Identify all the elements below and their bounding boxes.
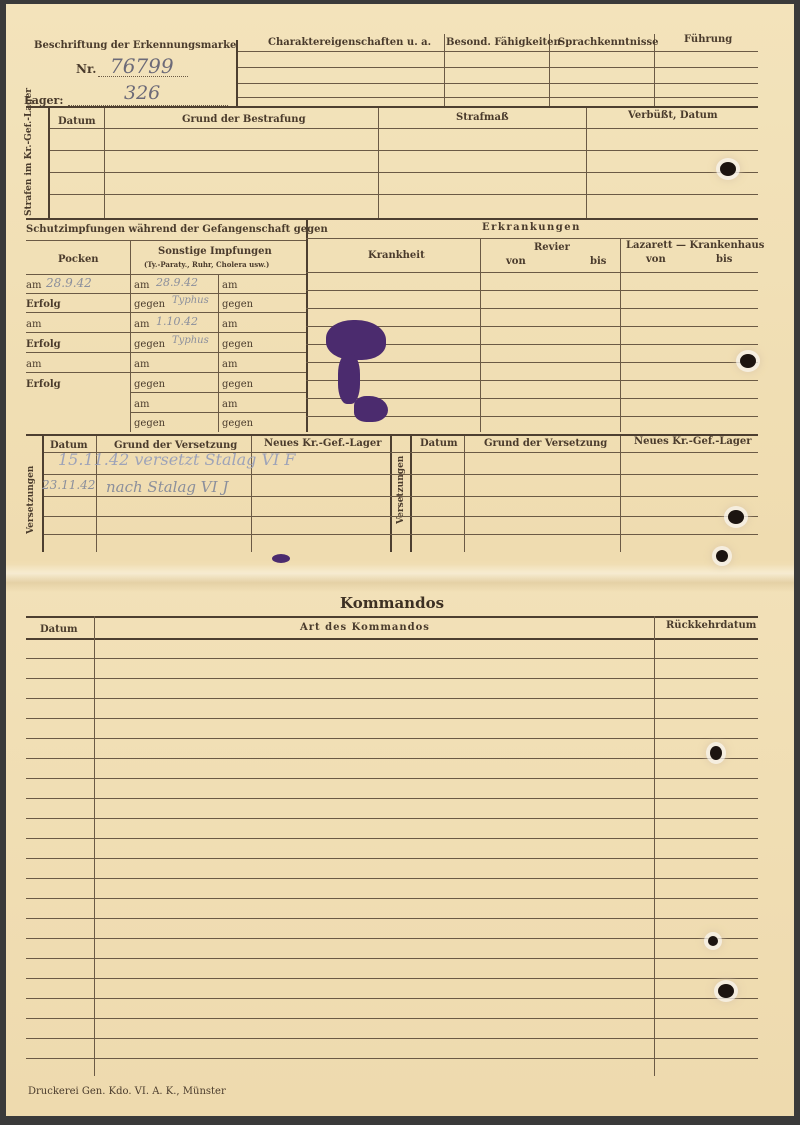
paper-fold [6,564,794,592]
sonst-am-4: am [134,399,150,410]
pocken-am-2: am [26,319,42,330]
punch-hole [728,510,744,524]
krankheit-label: Krankheit [368,250,425,261]
vers-col-datum-2: Datum [420,438,458,449]
pocken-date-1: 28.9.42 [46,276,92,290]
sonst-date-1: 28.9.42 [156,276,198,289]
sonst-am-2b: am [222,319,238,330]
sonstige-sub: (Ty.-Paraty., Ruhr, Cholera usw.) [144,260,270,269]
punch-hole [708,936,718,946]
kommandos-col-rueckkehr: Rückkehrdatum [666,620,757,631]
sonst-gegen-2b: gegen [222,339,254,350]
versetzungen-side-right: Versetzungen [396,455,406,524]
vers-col-datum-1: Datum [50,440,88,451]
kommandos-row-line [26,1038,758,1039]
printer-footer: Druckerei Gen. Kdo. VI. A. K., Münster [28,1086,226,1097]
marke-label: Beschriftung der Erkennungsmarke [34,40,237,51]
kommandos-title: Kommandos [340,594,445,612]
vers-entry-2-datum: 23.11.42 [42,478,96,492]
vers-entry-2-grund: nach Stalag VI J [106,478,229,496]
kommandos-row-line [26,758,758,759]
sonst-gegen-3: gegen [134,379,166,390]
kommandos-row-line [26,958,758,959]
ink-stamp-blot [326,320,386,360]
kommandos-row-line [26,1058,758,1059]
punch-hole [716,550,728,562]
sonst-gegen-1b: gegen [222,299,254,310]
kommandos-row-line [26,658,758,659]
sonst-am-1b: am [222,280,238,291]
sonst-gegen-4b: gegen [222,418,254,429]
col-faehigkeiten: Besond. Fähigkeiten [446,37,561,48]
sonst-am-2: am [134,319,150,330]
punch-hole [720,162,736,176]
lazarett-bis: bis [716,254,733,265]
sonst-gegen-4: gegen [134,418,166,429]
sonst-am-1: am [134,280,150,291]
kommandos-row-line [26,938,758,939]
revier-bis: bis [590,256,607,267]
kommandos-row-line [26,998,758,999]
lazarett-label: Lazarett — Krankenhaus [626,240,765,251]
sonst-gegen-3b: gegen [222,379,254,390]
pocken-am-3: am [26,359,42,370]
erkrankungen-title: Erkrankungen [482,222,581,233]
kommandos-row-line [26,698,758,699]
pocken-erfolg-2: Erfolg [26,339,61,350]
sonst-gegen-1: gegen [134,299,166,310]
lazarett-von: von [646,254,666,265]
sonstige-label: Sonstige Impfungen [158,246,272,257]
form-page [6,4,794,1116]
nr-label: Nr. [76,62,97,76]
col-fuehrung: Führung [684,34,733,45]
kommandos-row-line [26,878,758,879]
col-sprach: Sprachkenntnisse [558,37,659,48]
pocken-erfolg-1: Erfolg [26,299,61,310]
vers-col-lager-2: Neues Kr.-Gef.-Lager [634,436,752,447]
kommandos-row-line [26,978,758,979]
strafen-col-strafmass: Strafmaß [456,112,509,123]
kommandos-row-line [26,778,758,779]
punch-hole [718,984,734,998]
revier-label: Revier [534,242,570,253]
col-charakter: Charaktereigenschaften u. a. [268,37,432,48]
pocken-erfolg-3: Erfolg [26,379,61,390]
strafen-col-datum: Datum [58,116,96,127]
strafen-col-grund: Grund der Bestrafung [182,114,306,125]
ink-drip-end [354,396,388,422]
kommandos-row-line [26,918,758,919]
kommandos-col-art: Art des Kommandos [300,622,430,633]
vers-col-lager-1: Neues Kr.-Gef.-Lager [264,438,382,449]
strafen-side-label: Strafen im Kr.-Gef.-Lager [24,88,34,216]
impfungen-title: Schutzimpfungen während der Gefangenschaft gegen [26,224,328,235]
kommandos-row-line [26,858,758,859]
vers-col-grund-2: Grund der Versetzung [484,438,608,449]
punch-hole [740,354,756,368]
pocken-am-1: am [26,280,42,291]
sonst-disease-1: Typhus [172,295,209,306]
kommandos-row-line [26,1018,758,1019]
ink-drip [338,354,360,404]
lager-label: Lager: [24,94,64,107]
kommandos-row-line [26,818,758,819]
punch-hole [710,746,722,760]
strafen-col-verbuesst: Verbüßt, Datum [628,110,718,121]
nr-value: 76799 [110,54,174,78]
pocken-label: Pocken [58,254,99,265]
sonst-date-2: 1.10.42 [156,315,198,328]
kommandos-row-line [26,838,758,839]
sonst-am-3b: am [222,359,238,370]
sonst-disease-2: Typhus [172,335,209,346]
vers-entry-1: 15.11.42 versetzt Stalag VI F [58,450,296,469]
kommandos-row-line [26,678,758,679]
ink-spot [272,554,290,563]
kommandos-row-line [26,898,758,899]
versetzungen-side-left: Versetzungen [26,465,36,534]
sonst-am-4b: am [222,399,238,410]
lager-value: 326 [124,82,161,104]
kommandos-row-line [26,718,758,719]
revier-von: von [506,256,526,267]
kommandos-col-datum: Datum [40,624,78,635]
kommandos-row-line [26,738,758,739]
kommandos-row-line [26,798,758,799]
vers-col-grund-1: Grund der Versetzung [114,440,238,451]
sonst-gegen-2: gegen [134,339,166,350]
sonst-am-3: am [134,359,150,370]
